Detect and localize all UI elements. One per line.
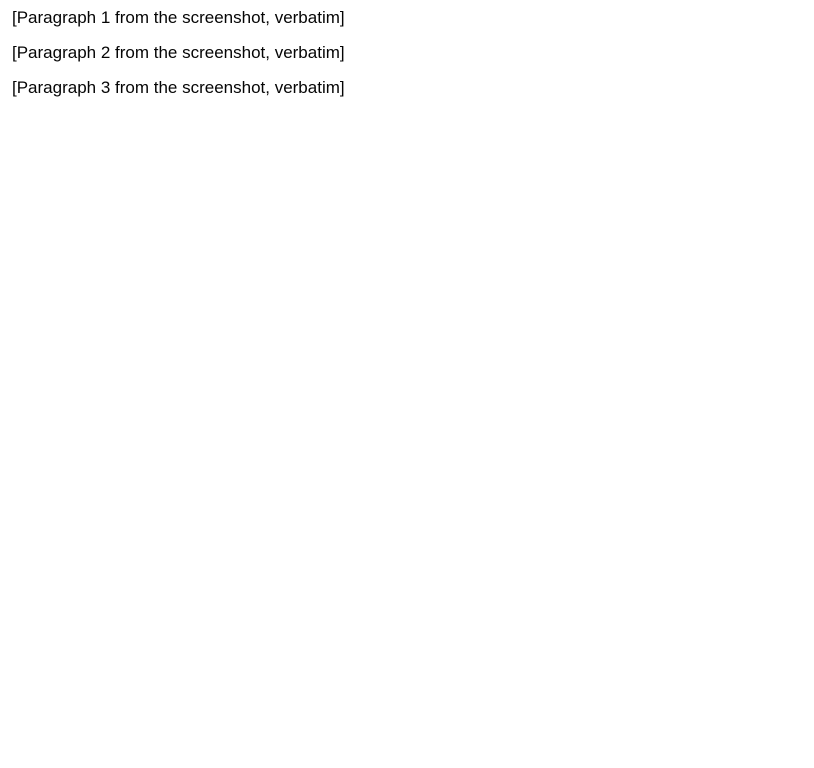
post-paragraph: [Paragraph 3 from the screenshot, verbatim] [12, 78, 345, 97]
post-text [0, 0, 814, 100]
post-paragraph: [Paragraph 2 from the screenshot, verbatim] [12, 43, 345, 62]
post-paragraph: [Paragraph 1 from the screenshot, verbatim] [12, 8, 345, 27]
